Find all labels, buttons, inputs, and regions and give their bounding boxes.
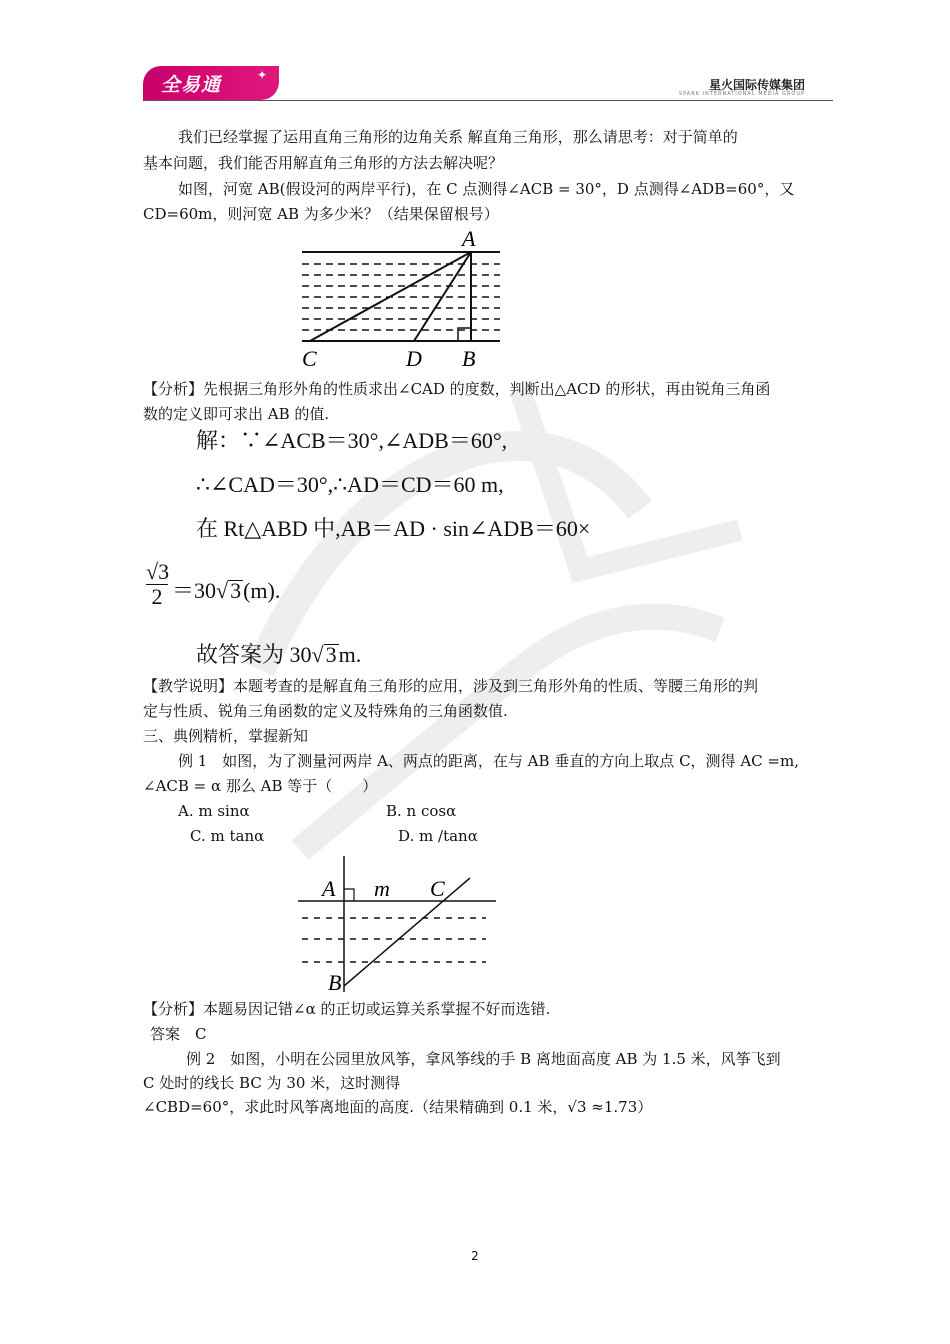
river-figure-1 (296, 226, 508, 372)
river-water-lines-2 (302, 918, 486, 962)
example-1-line-1: 例 1 如图，为了测量河两岸 A、两点的距离，在与 AB 垂直的方向上取点 C，测得 AC =m, (178, 752, 799, 770)
step-4-suffix: (m). (243, 578, 281, 603)
company-name-en: SPARK INTERNATIONAL MEDIA GROUP (678, 91, 805, 97)
step-4-radicand: 3 (230, 578, 242, 603)
analysis-1-line-2: 数的定义即可求出 AB 的值. (143, 405, 330, 423)
option-a: A. m sinα (178, 802, 250, 820)
solution-step-4: ＝30√3(m). (172, 578, 281, 603)
right-angle-mark-2 (344, 889, 354, 901)
label-d: D (406, 346, 422, 371)
analysis-1-line-1: 【分析】先根据三角形外角的性质求出∠CAD 的度数，判断出△ACD 的形状，再由锐角三角函 (143, 380, 771, 398)
example-2-line-3: ∠CBD=60°，求此时风筝离地面的高度.（结果精确到 0.1 米，√3 ≈1.73） (143, 1098, 653, 1116)
option-b: B. n cosα (386, 802, 457, 820)
page-number: 2 (471, 1249, 479, 1263)
teaching-note-line-1: 【教学说明】本题考查的是解直角三角形的应用，涉及到三角形外角的性质、等腰三角形的判 (143, 677, 759, 695)
label-b: B (462, 346, 476, 371)
river-figure-2 (296, 856, 508, 992)
label-b-2: B (328, 970, 342, 992)
intro-line-2: 基本问题，我们能否用解直角三角形的方法去解决呢？ (143, 154, 504, 172)
solution-step-2: ∴∠CAD＝30°,∴AD＝CD＝60 m, (196, 472, 504, 497)
intro-line-4: CD=60m，则河宽 AB 为多少米？（结果保留根号） (143, 205, 499, 223)
intro-line-3: 如图，河宽 AB(假设河的两岸平行)，在 C 点测得∠ACB = 30°，D 点测得∠ADB=60°，又 (178, 180, 795, 198)
solution-step-3: 在 Rt△ABD 中,AB＝AD · sin∠ADB＝60× (196, 516, 591, 541)
example-2-line-1: 例 2 如图，小明在公园里放风筝，拿风筝线的手 B 离地面高度 AB 为 1.5 米，风筝飞到 (186, 1050, 781, 1068)
step-4-prefix: ＝30 (172, 578, 217, 603)
answer-suffix: m. (338, 642, 362, 667)
brand-logo (143, 66, 279, 100)
segment-bc (344, 878, 470, 986)
teaching-note-line-2: 定与性质、锐角三角函数的定义及特殊角的三角函数值. (143, 702, 508, 720)
section-3-title: 三、典例精析，掌握新知 (143, 727, 309, 745)
label-c: C (302, 346, 317, 371)
solution-step-1: 解：∵∠ACB＝30°,∠ADB＝60°, (196, 428, 508, 453)
header-rule (143, 100, 833, 101)
intro-line-1: 我们已经掌握了运用直角三角形的边角关系 解直角三角形，那么请思考：对于简单的 (178, 128, 738, 146)
option-d: D. m /tanα (398, 827, 478, 845)
answer-prefix: 故答案为 30 (196, 642, 312, 667)
answer-radicand: 3 (325, 642, 337, 667)
label-m: m (374, 876, 390, 901)
company-name: 星火国际传媒集团 (708, 78, 805, 92)
example-2-line-2: C 处时的线长 BC 为 30 米，这时测得 (143, 1074, 401, 1092)
logo-text: 全易通 (161, 74, 222, 96)
fraction-sqrt3-over-2 (146, 560, 168, 609)
analysis-2-answer: 答案 C (150, 1025, 207, 1043)
example-1-line-2: ∠ACB = α 那么 AB 等于（ ） (143, 777, 378, 795)
fraction-denominator: 2 (151, 584, 163, 609)
label-c-2: C (430, 876, 445, 901)
analysis-2-line-1: 【分析】本题易因记错∠α 的正切或运算关系掌握不好而选错. (143, 1000, 551, 1018)
final-answer: 故答案为 30√3m. (196, 642, 362, 667)
fraction-numerator: √3 (146, 559, 170, 584)
label-a-2: A (322, 876, 336, 901)
label-a: A (462, 226, 476, 251)
sparkle-icon: ✦ (256, 68, 267, 82)
option-c: C. m tanα (190, 827, 265, 845)
